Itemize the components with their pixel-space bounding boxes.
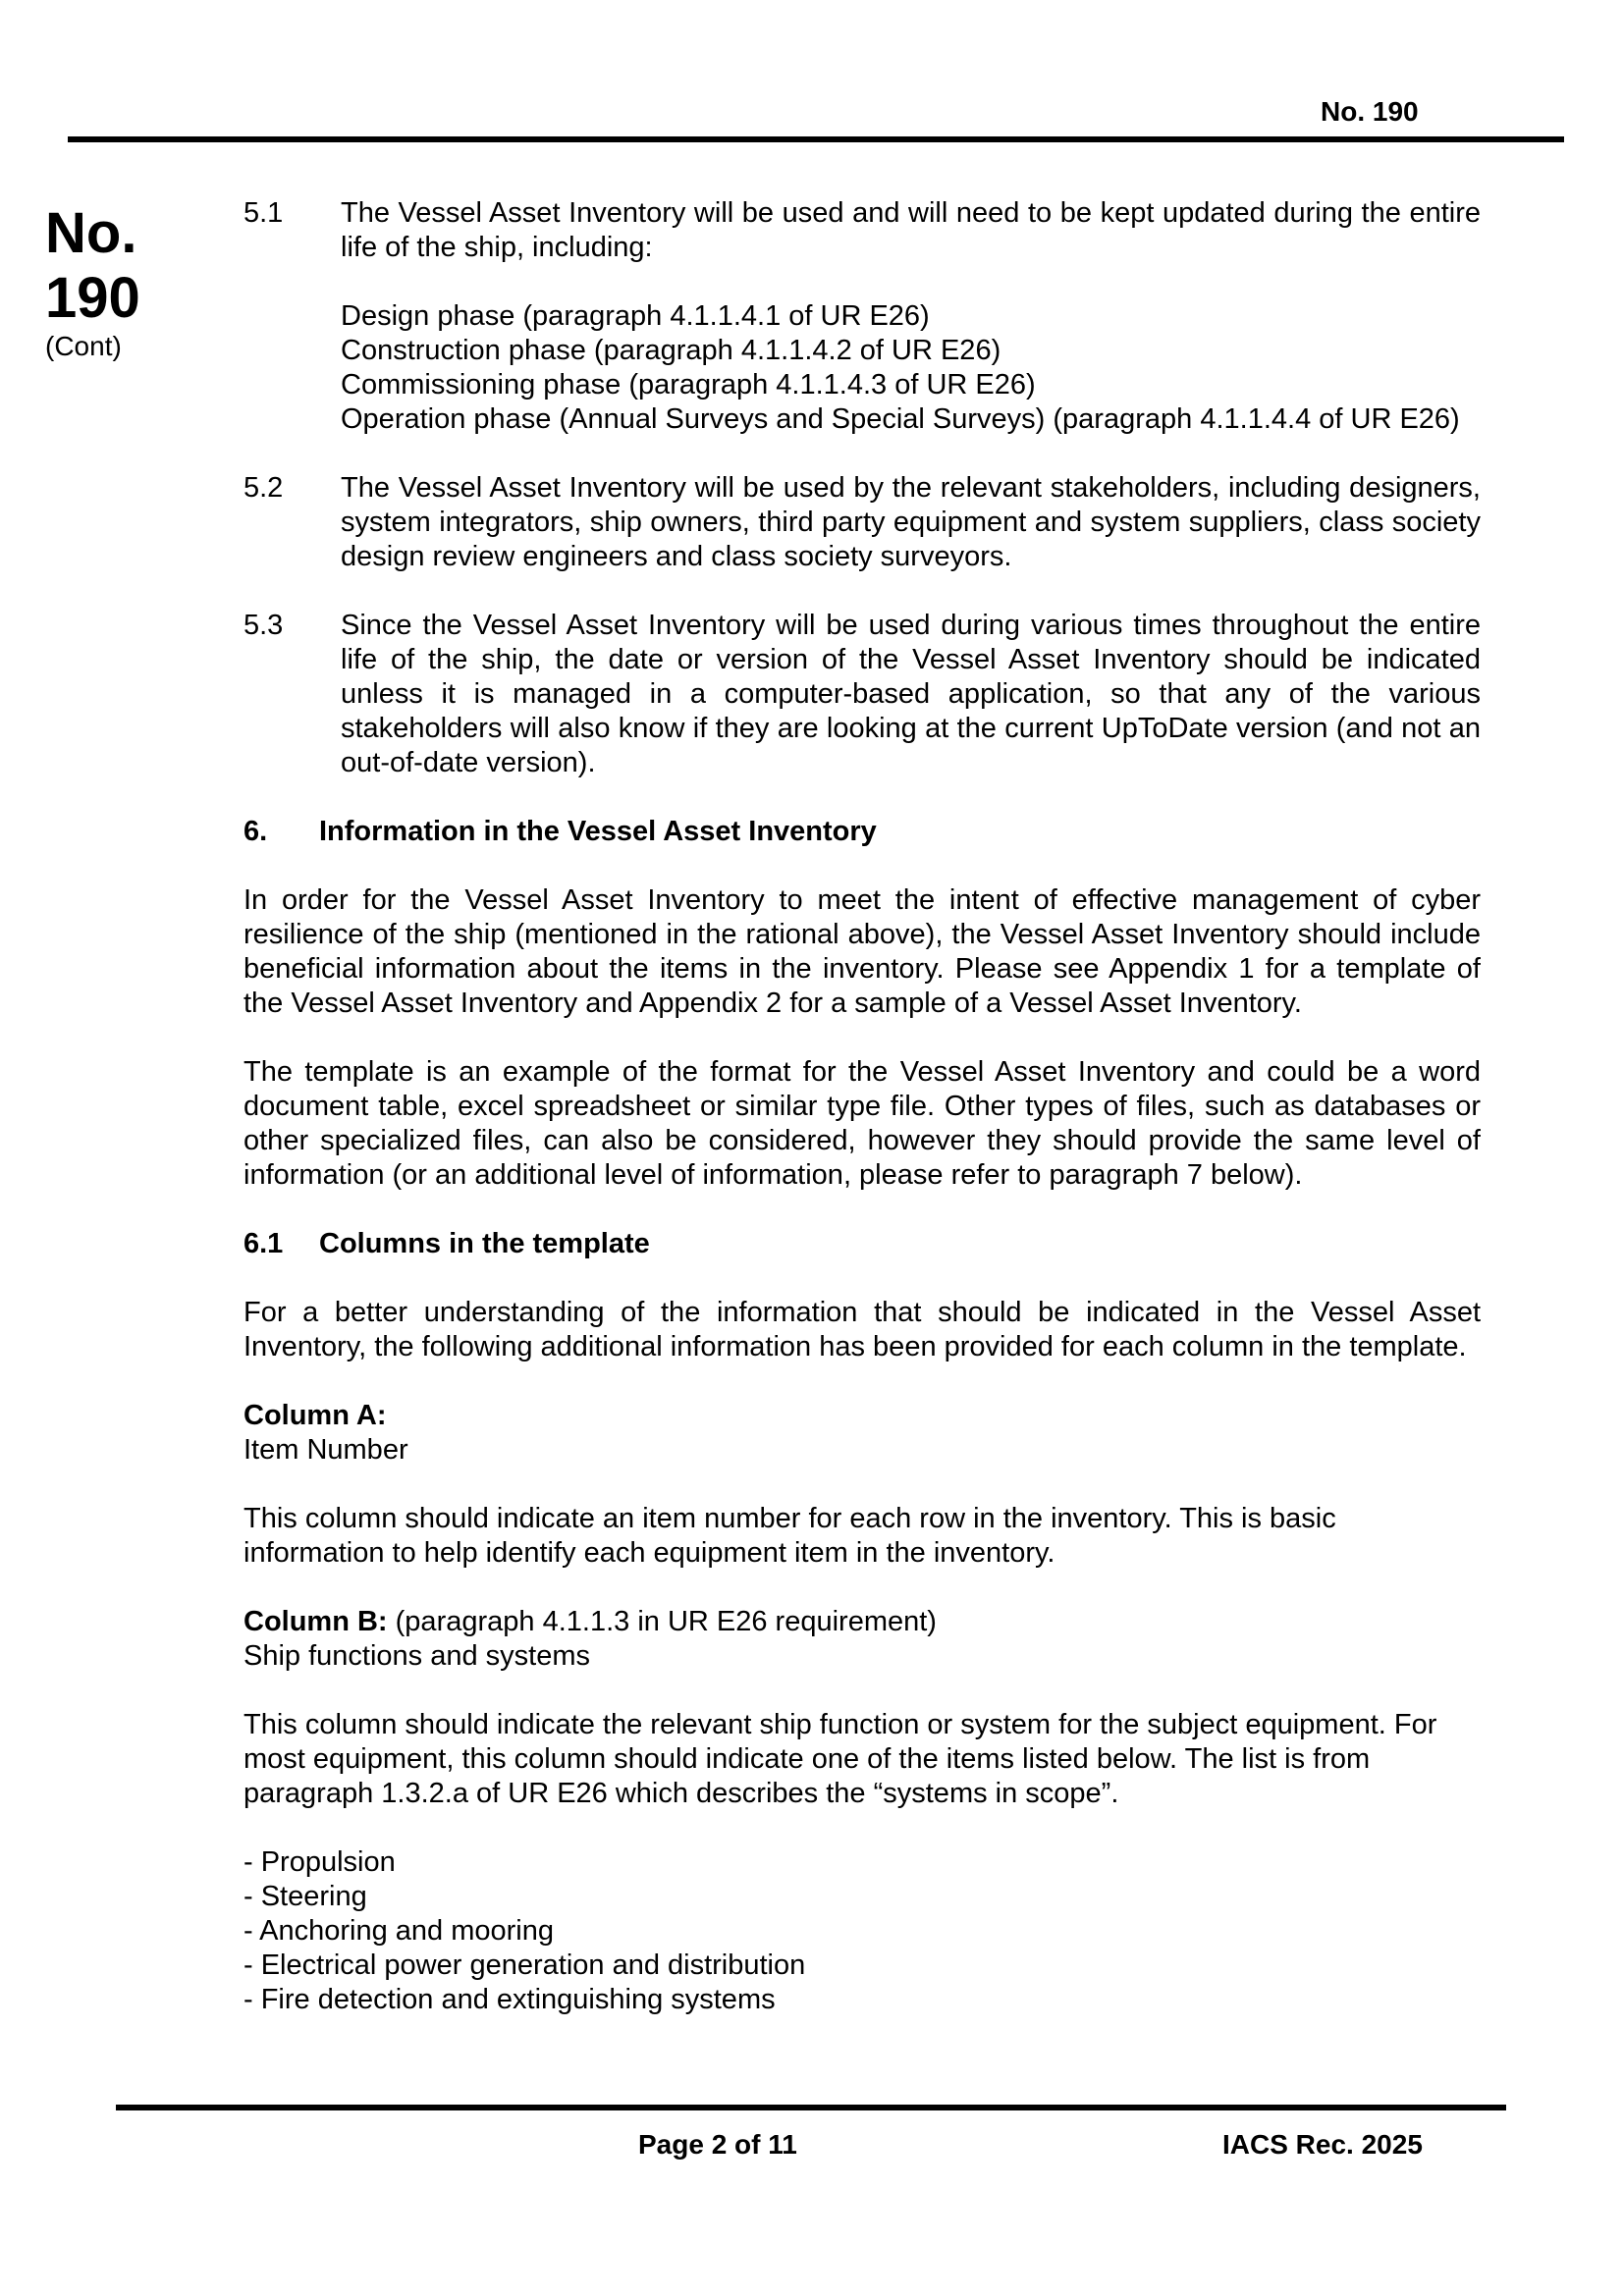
list-item: - Propulsion xyxy=(243,1846,396,1878)
list-item: - Fire detection and extinguishing systems xyxy=(243,1984,776,2015)
column-b-label: Column B: xyxy=(243,1606,388,1637)
column-a-name: Item Number xyxy=(243,1434,408,1466)
side-cont-label: (Cont) xyxy=(45,331,122,361)
section-5-1-text: The Vessel Asset Inventory will be used and will need to be kept updated during the entire life of the ship, including: xyxy=(341,197,1481,263)
phase-list xyxy=(341,299,1481,437)
section-6-heading xyxy=(243,815,1481,849)
list-item: - Steering xyxy=(243,1881,367,1912)
header-document-number: No. 190 xyxy=(1321,96,1419,127)
section-6-paragraph-1: In order for the Vessel Asset Inventory to meet the intent of effective management of cyber resilience of the ship (mentioned in the rational above), the Vessel Asset Inventory should include beneficial information about the items in the inventory. Please see Appendix 1 for a template of the Vessel Asset Inventory and Appendix 2 for a sample of a Vessel Asset Inventory. xyxy=(243,884,1481,1019)
column-a-block xyxy=(243,1399,1481,1468)
side-no-value: 190 xyxy=(45,266,140,330)
list-item: - Electrical power generation and distribution xyxy=(243,1949,806,1981)
column-b-reference: (paragraph 4.1.1.3 in UR E26 requirement) xyxy=(387,1606,937,1637)
footer-page-number: Page 2 of 11 xyxy=(638,2129,797,2160)
section-5-2-text: The Vessel Asset Inventory will be used by the relevant stakeholders, including designers, system integrators, ship owners, third party equipment and system suppliers, class society design review engineers and class society surveyors. xyxy=(341,472,1481,572)
side-no-label: No. xyxy=(45,201,137,265)
phase-item: Operation phase (Annual Surveys and Special Surveys) (paragraph 4.1.1.4.4 of UR E26) xyxy=(341,403,1460,435)
column-a-text: This column should indicate an item number for each row in the inventory. This is basic information to help identify each equipment item in the inventory. xyxy=(243,1503,1336,1569)
section-title: Information in the Vessel Asset Inventory xyxy=(319,816,877,847)
section-6-1-heading xyxy=(243,1227,1481,1261)
list-item: - Anchoring and mooring xyxy=(243,1915,554,1947)
section-6-paragraph-2: The template is an example of the format for the Vessel Asset Inventory and could be a word document table, excel spreadsheet or similar type file. Other types of files, such as databases or other specialized files, can also be considered, however they should provide the same level of information (or an additional level of information, please refer to paragraph 7 below). xyxy=(243,1056,1481,1191)
systems-in-scope-list xyxy=(243,1845,1481,2017)
section-title: Columns in the template xyxy=(319,1228,650,1259)
section-number: 6.1 xyxy=(243,1228,284,1259)
column-b-text: This column should indicate the relevant ship function or system for the subject equipment. For most equipment, this column should indicate one of the items listed below. The list is from paragraph 1.3.2.a of UR E26 which describes the “systems in scope”. xyxy=(243,1709,1437,1809)
side-document-number xyxy=(45,201,163,331)
phase-item: Commissioning phase (paragraph 4.1.1.4.3 of UR E26) xyxy=(341,369,1036,400)
phase-item: Design phase (paragraph 4.1.1.4.1 of UR E26) xyxy=(341,300,930,332)
section-5-2 xyxy=(243,471,1481,574)
document-body xyxy=(243,196,1481,2017)
section-5-1 xyxy=(243,196,1481,437)
phase-item: Construction phase (paragraph 4.1.1.4.2 of UR E26) xyxy=(341,335,1001,366)
section-number: 5.2 xyxy=(243,472,284,504)
footer-recommendation: IACS Rec. 2025 xyxy=(1222,2129,1423,2160)
section-6-1-paragraph: For a better understanding of the information that should be indicated in the Vessel Asset Inventory, the following additional information has been provided for each column in the template. xyxy=(243,1297,1481,1362)
section-number: 5.3 xyxy=(243,610,284,641)
header-divider xyxy=(68,136,1564,142)
section-number: 5.1 xyxy=(243,197,284,229)
column-a-label: Column A: xyxy=(243,1400,387,1431)
section-number: 6. xyxy=(243,816,268,847)
column-b-block xyxy=(243,1605,1481,1674)
column-b-name: Ship functions and systems xyxy=(243,1640,591,1672)
section-5-3-text: Since the Vessel Asset Inventory will be used during various times throughout the entire life of the ship, the date or version of the Vessel Asset Inventory should be indicated unless it is managed in a computer-based application, so that any of the various stakeholders will also know if they are looking at the current UpToDate version (and not an out-of-date version). xyxy=(341,610,1481,778)
footer-divider xyxy=(116,2105,1506,2110)
section-5-3 xyxy=(243,609,1481,780)
